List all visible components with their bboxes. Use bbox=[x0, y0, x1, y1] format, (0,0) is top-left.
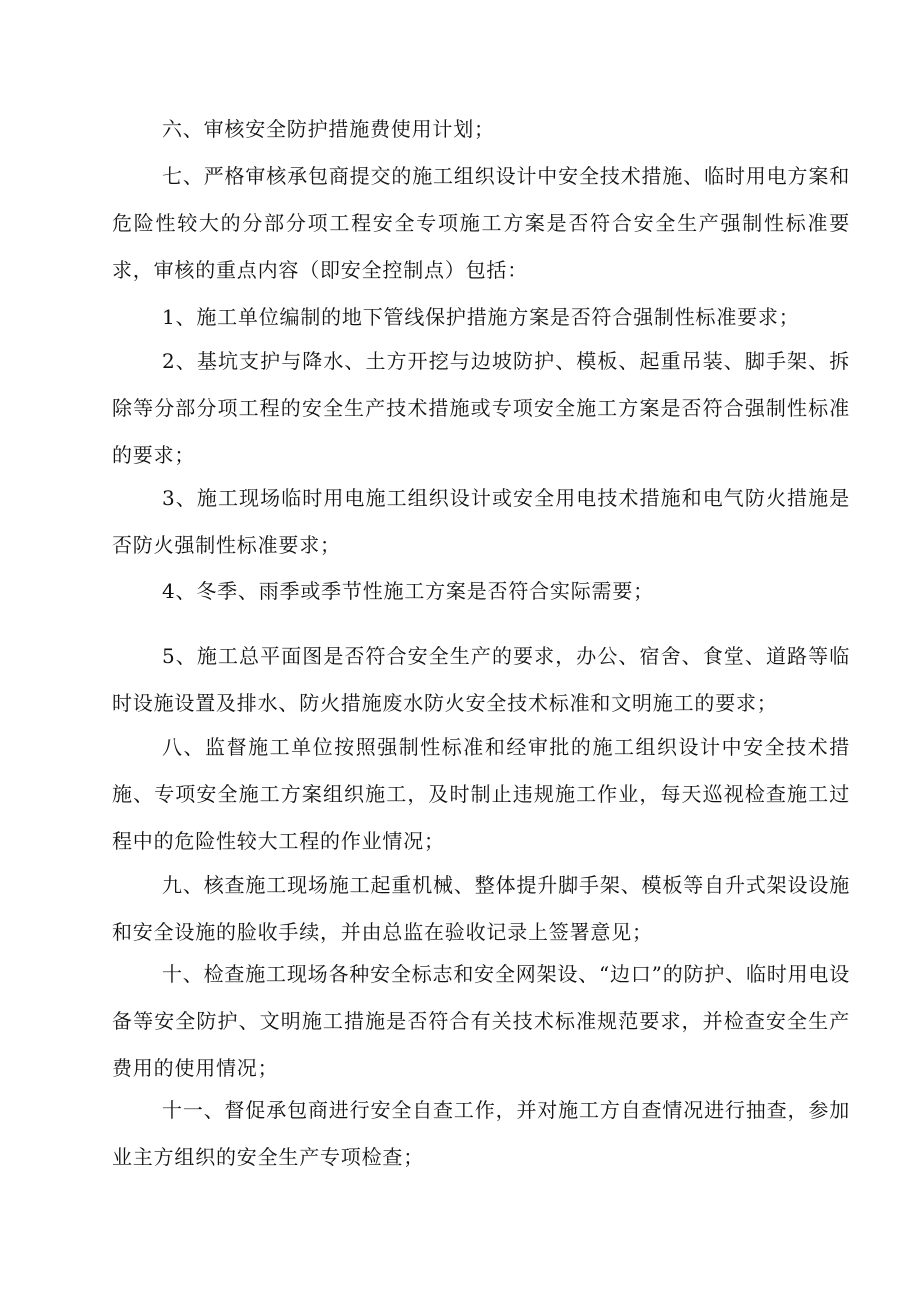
paragraph-item-8: 八、监督施工单位按照强制性标准和经审批的施工组织设计中安全技术措施、专项安全施工方案组织施工，及时制止违规施工作业，每天巡视检查施工过程中的危险性较大工程的作业情况； bbox=[112, 735, 850, 853]
paragraph-item-11: 十一、督促承包商进行安全自查工作，并对施工方自查情况进行抽查，参加业主方组织的安全生产专项检查； bbox=[112, 1098, 850, 1169]
paragraph-subitem-4: 4、冬季、雨季或季节性施工方案是否符合实际需要； bbox=[162, 579, 654, 603]
paragraph-subitem-1: 1、施工单位编制的地下管线保护措施方案是否符合强制性标准要求； bbox=[162, 305, 800, 329]
paragraph-subitem-3: 3、施工现场临时用电施工组织设计或安全用电技术措施和电气防火措施是否防火强制性标准要求； bbox=[112, 486, 850, 557]
paragraph-subitem-2: 2、基坑支护与降水、土方开挖与边坡防护、模板、起重吊装、脚手架、拆除等分部分项工程的安全生产技术措施或专项安全施工方案是否符合强制性标准的要求； bbox=[112, 349, 850, 467]
paragraph-subitem-5: 5、施工总平面图是否符合安全生产的要求，办公、宿舍、食堂、道路等临时设施设置及排水、防火措施废水防火安全技术标准和文明施工的要求； bbox=[112, 644, 850, 715]
paragraph-item-9: 九、核查施工现场施工起重机械、整体提升脚手架、模板等自升式架设设施和安全设施的脸收手续，并由总监在验收记录上签署意见； bbox=[112, 873, 850, 944]
paragraph-item-7: 七、严格审核承包商提交的施工组织设计中安全技术措施、临时用电方案和危险性较大的分部分项工程安全专项施工方案是否符合安全生产强制性标准要求，审核的重点内容（即安全控制点）包括： bbox=[112, 164, 850, 282]
paragraph-item-10: 十、检查施工现场各种安全标志和安全网架设、“边口”的防护、临时用电设备等安全防护、文明施工措施是否符合有关技术标准规范要求，并检查安全生产费用的使用情况； bbox=[112, 962, 850, 1080]
paragraph-item-6: 六、审核安全防护措施费使用计划； bbox=[162, 117, 495, 141]
